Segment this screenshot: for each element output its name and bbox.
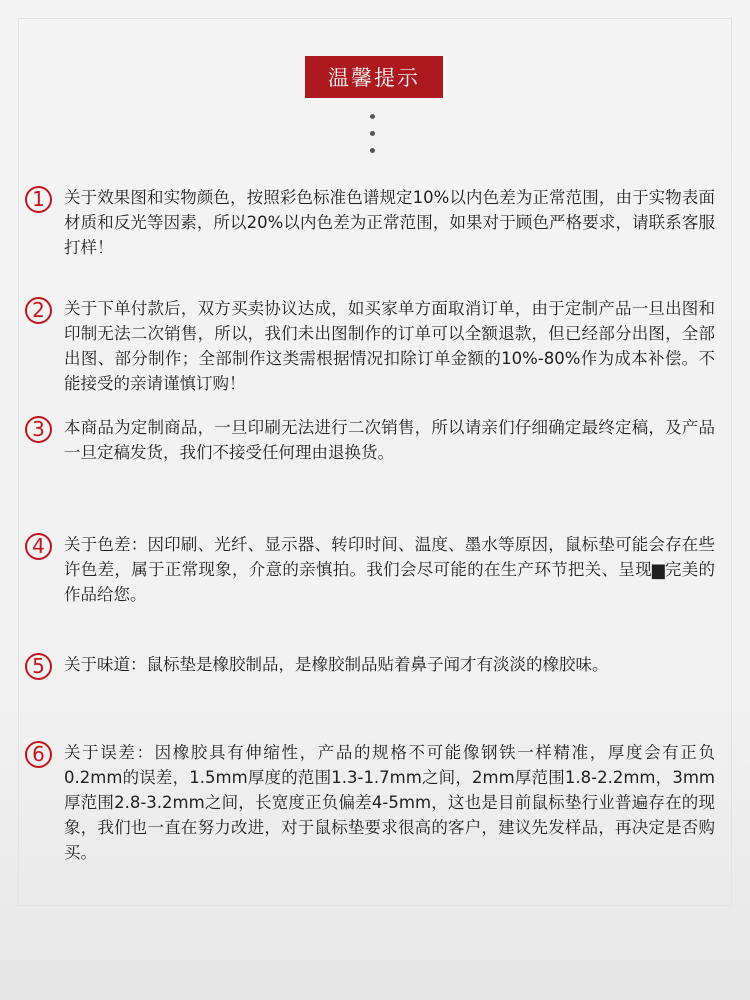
notice-item [25, 652, 715, 680]
notice-text: 关于效果图和实物颜色，按照彩色标准色谱规定10%以内色差为正常范围，由于实物表面材质和反光等因素，所以20%以内色差为正常范围，如果对于顾色严格要求，请联系客服打样！ [64, 188, 715, 257]
notice-number: 1 [25, 186, 52, 213]
notice-number: 2 [25, 297, 52, 324]
notice-item [25, 532, 715, 607]
notice-number: 3 [25, 416, 52, 443]
separator-dots [370, 114, 376, 165]
notice-text: 关于味道：鼠标垫是橡胶制品，是橡胶制品贴着鼻子闻才有淡淡的橡胶味。 [64, 655, 609, 674]
notice-item [25, 740, 715, 865]
notice-text: 关于下单付款后，双方买卖协议达成，如买家单方面取消订单，由于定制产品一旦出图和印制无法二次销售，所以，我们未出图制作的订单可以全额退款，但已经部分出图，全部出图、部分制作；全部制作这类需根据情况扣除订单金额的10%-80%作为成本补偿。不能接受的亲请谨慎订购！ [64, 299, 715, 393]
notice-item [25, 296, 715, 396]
notice-number: 4 [25, 533, 52, 560]
dot [370, 114, 375, 119]
notice-text: 关于误差：因橡胶具有伸缩性，产品的规格不可能像钢铁一样精准，厚度会有正负0.2mm的误差，1.5mm厚度的范围1.3-1.7mm之间，2mm厚范围1.8-2.2mm，3mm厚范围2.8-3.2mm之间，长宽度正负偏差4-5mm，这也是目前鼠标垫行业普遍存在的现象，我们也一直在努力改进，对于鼠标垫要求很高的客户，建议先发样品，再决定是否购买。 [64, 743, 715, 862]
notice-item [25, 185, 715, 260]
notice-item [25, 415, 715, 465]
notice-number: 5 [25, 653, 52, 680]
notice-text: 本商品为定制商品，一旦印刷无法进行二次销售，所以请亲们仔细确定最终定稿，及产品一旦定稿发货，我们不接受任何理由退换货。 [64, 418, 715, 462]
notice-number: 6 [25, 741, 52, 768]
dot [370, 148, 375, 153]
page-title: 温馨提示 [305, 56, 443, 98]
dot [370, 131, 375, 136]
notice-text: 关于色差：因印刷、光纤、显示器、转印时间、温度、墨水等原因，鼠标垫可能会存在些许色差，属于正常现象，介意的亲慎拍。我们会尽可能的在生产环节把关、呈现▆完美的作品给您。 [64, 535, 715, 604]
